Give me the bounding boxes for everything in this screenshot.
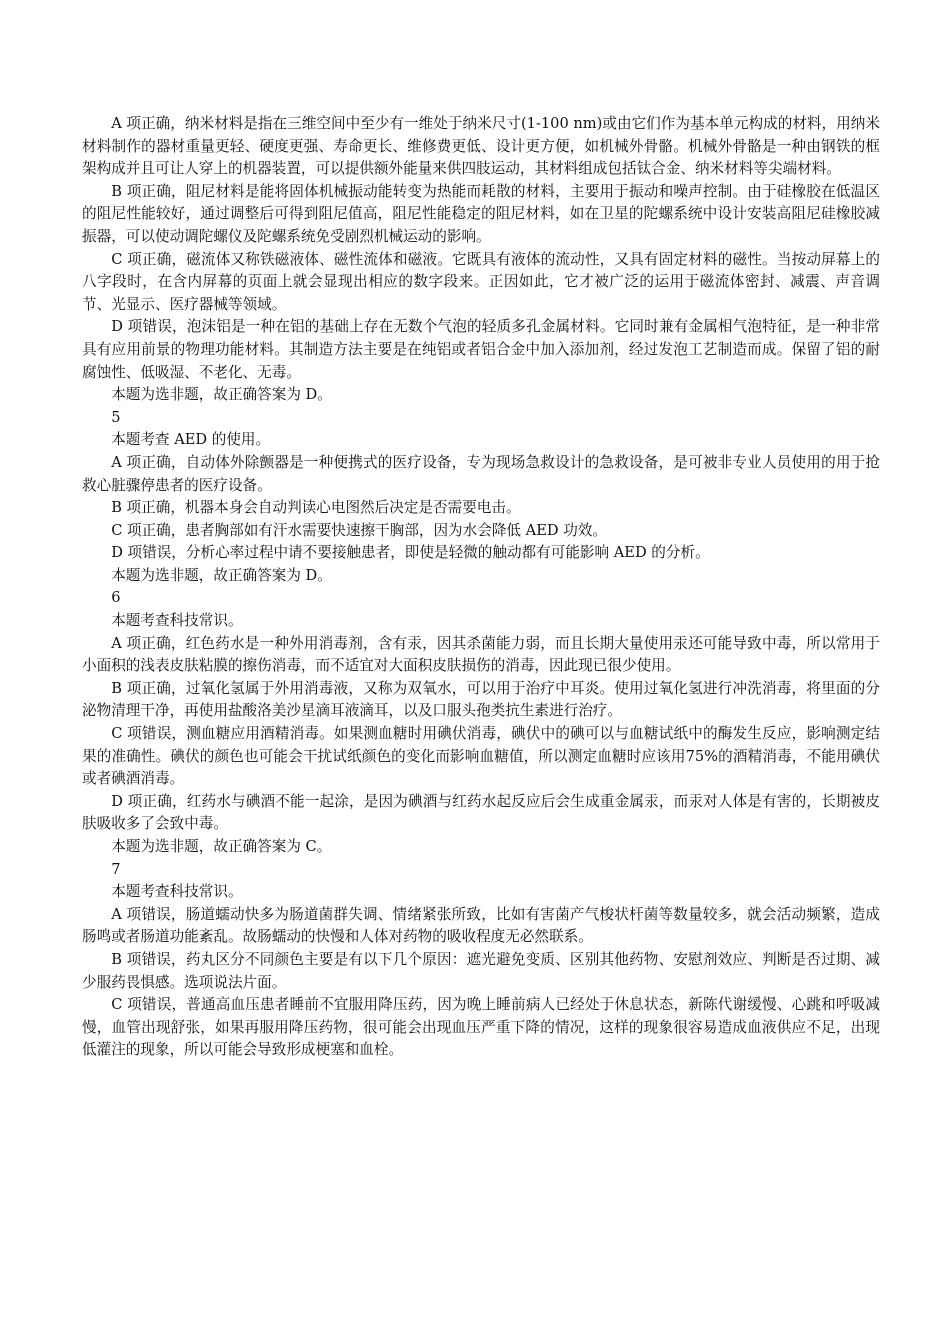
- paragraph-option-c: C 项错误，普通高血压患者睡前不宜服用降压药，因为晚上睡前病人已经处于休息状态，新陈代谢缓慢、心跳和呼吸减慢，血管出现舒张，如果再服用降压药物，很可能会出现血压严重下降的情况，这样的现象很容易造成血液供应不足，出现低灌注的现象，所以可能会导致形成梗塞和血栓。: [82, 996, 880, 1059]
- paragraph-topic: 本题考查科技常识。: [111, 883, 243, 901]
- paragraph-option-a: A 项正确，自动体外除颤器是一种便携式的医疗设备，专为现场急救设计的急救设备，是可被非专业人员使用的用于抢救心脏骤停患者的医疗设备。: [82, 453, 880, 494]
- paragraph-option-d: D 项正确，红药水与碘酒不能一起涂，是因为碘酒与红药水起反应后会生成重金属汞，而汞对人体是有害的，长期被皮肤吸收多了会致中毒。: [82, 792, 880, 833]
- paragraph-option-c: C 项错误，测血糖应用酒精消毒。如果测血糖时用碘伏消毒，碘伏中的碘可以与血糖试纸中的酶发生反应，影响测定结果的准确性。碘伏的颜色也可能会干扰试纸颜色的变化而影响血糖值，所以测定血糖时应该用75%的酒精消毒，不能用碘伏或者碘酒消毒。: [82, 725, 880, 788]
- paragraph-option-b-damping-material: B 项正确，阻尼材料是能将固体机械振动能转变为热能而耗散的材料，主要用于振动和噪声控制。由于硅橡胶在低温区的阻尼性能较好，通过调整后可得到阻尼值高，阻尼性能稳定的阻尼材料，如在卫星的陀螺系统中设计安装高阻尼硅橡胶减振器，可以使动调陀螺仪及陀螺系统免受剧烈机械运动的影响。: [82, 182, 880, 245]
- question-number: 7: [111, 860, 121, 878]
- paragraph-option-b: B 项正确，过氧化氢属于外用消毒液，又称为双氧水，可以用于治疗中耳炎。使用过氧化氢进行冲洗消毒，将里面的分泌物清理干净，再使用盐酸洛美沙星滴耳液滴耳，以及口服头孢类抗生素进行治疗。: [82, 679, 880, 720]
- paragraph-answer: 本题为选非题，故正确答案为 D。: [111, 386, 332, 404]
- paragraph-option-c-magnetic-fluid: C 项正确，磁流体又称铁磁液体、磁性流体和磁液。它既具有液体的流动性，又具有固定材料的磁性。当按动屏幕上的八字段时，在含内屏幕的页面上就会显现出相应的数字段来。正因如此，它才被广泛的运用于磁流体密封、减震、声音调节、光显示、医疗器械等领域。: [82, 250, 880, 313]
- paragraph-answer: 本题为选非题，故正确答案为 D。: [111, 566, 332, 584]
- paragraph-option-b: B 项错误，药丸区分不同颜色主要是有以下几个原因：遮光避免变质、区别其他药物、安慰剂效应、判断是否过期、减少服药畏惧感。选项说法片面。: [82, 950, 880, 991]
- question-number: 5: [111, 408, 121, 426]
- paragraph-option-c: C 项正确，患者胸部如有汗水需要快速擦干胸部，因为水会降低 AED 功效。: [111, 521, 607, 539]
- paragraph-option-d: D 项错误，分析心率过程中请不要接触患者，即使是轻微的触动都有可能影响 AED 的分析。: [111, 544, 710, 562]
- question-number: 6: [111, 589, 121, 607]
- document-body: [82, 113, 880, 1062]
- paragraph-option-a: A 项正确，红色药水是一种外用消毒剂，含有汞，因其杀菌能力弱，而且长期大量使用汞还可能导致中毒，所以常用于小面积的浅表皮肤粘膜的擦伤消毒，而不适宜对大面积皮肤损伤的消毒，因此现已很少使用。: [82, 634, 880, 675]
- paragraph-option-b: B 项正确，机器本身会自动判读心电图然后决定是否需要电击。: [111, 499, 521, 517]
- paragraph-option-a: A 项错误，肠道蠕动快多为肠道菌群失调、情绪紧张所致，比如有害菌产气梭状杆菌等数量较多，就会活动频繁，造成肠鸣或者肠道功能紊乱。故肠蠕动的快慢和人体对药物的吸收程度无必然联系。: [82, 905, 880, 946]
- paragraph-option-a-nanomaterials: A 项正确，纳米材料是指在三维空间中至少有一维处于纳米尺寸(1-100 nm)或由它们作为基本单元构成的材料，用纳米材料制作的器材重量更轻、硬度更强、寿命更长、维修费更低、设计更方便，如机械外骨骼。机械外骨骼是一种由钢铁的框架构成并且可让人穿上的机器装置，可以提供额外能量来供四肢运动，其材料组成包括钛合金、纳米材料等尖端材料。: [82, 115, 880, 178]
- paragraph-topic: 本题考查科技常识。: [111, 612, 243, 630]
- paragraph-topic: 本题考查 AED 的使用。: [111, 431, 271, 449]
- paragraph-answer: 本题为选非题，故正确答案为 C。: [111, 838, 332, 855]
- paragraph-option-d-foam-aluminum: D 项错误，泡沫铝是一种在铝的基础上存在无数个气泡的轻质多孔金属材料。它同时兼有金属相气泡特征，是一种非常具有应用前景的物理功能材料。其制造方法主要是在纯铝或者铝合金中加入添加剂，经过发泡工艺制造而成。保留了铝的耐腐蚀性、低吸湿、不老化、无毒。: [82, 318, 880, 381]
